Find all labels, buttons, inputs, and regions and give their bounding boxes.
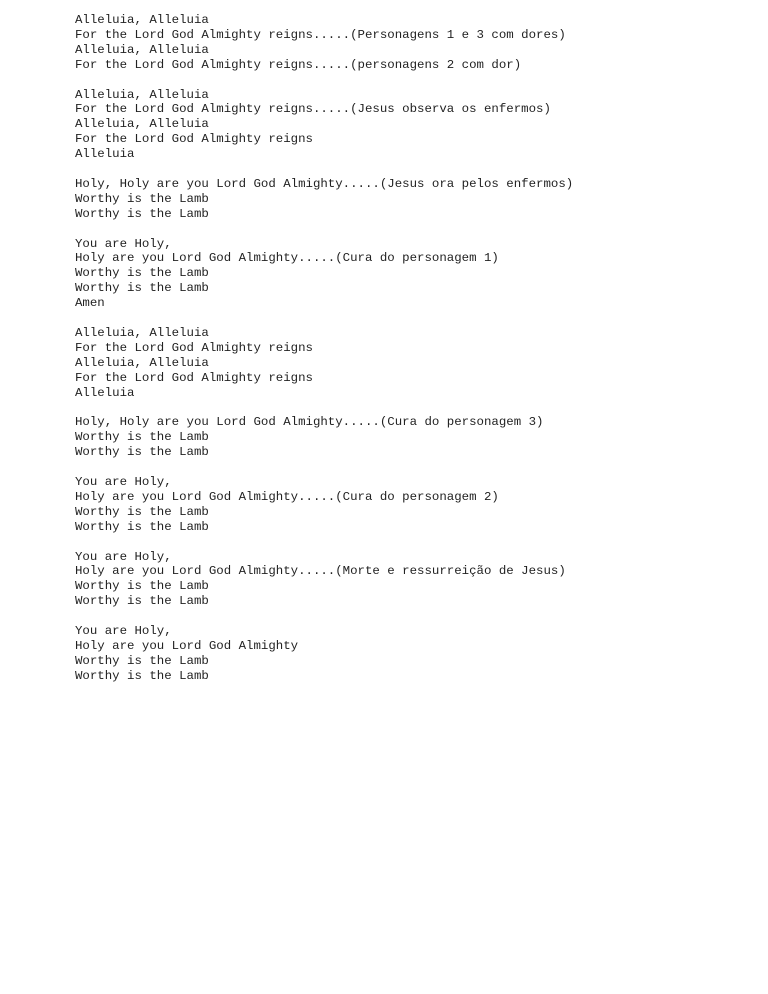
lyric-line: Alleluia, Alleluia <box>75 117 209 132</box>
lyrics-document <box>75 13 755 699</box>
lyric-line: For the Lord God Almighty reigns.....(Jesus observa os enfermos) <box>75 102 551 117</box>
lyric-line: Worthy is the Lamb <box>75 579 209 594</box>
lyric-line: Worthy is the Lamb <box>75 430 209 445</box>
lyric-line: Holy are you Lord God Almighty.....(Cura do personagem 2) <box>75 489 499 504</box>
lyric-line: Holy are you Lord God Almighty.....(Morte e ressurreição de Jesus) <box>75 564 566 579</box>
lyric-line: Worthy is the Lamb <box>75 594 209 609</box>
lyric-line: Alleluia <box>75 147 135 162</box>
lyric-line: Worthy is the Lamb <box>75 504 209 519</box>
stanza-6 <box>75 415 755 460</box>
lyric-line: Alleluia, Alleluia <box>75 325 209 340</box>
lyric-line: Worthy is the Lamb <box>75 191 209 206</box>
lyric-line: For the Lord God Almighty reigns <box>75 132 313 147</box>
lyric-line: Worthy is the Lamb <box>75 668 209 683</box>
stanza-3 <box>75 177 755 222</box>
lyric-line: You are Holy, <box>75 236 172 251</box>
lyric-line: Alleluia, Alleluia <box>75 355 209 370</box>
lyric-line: Worthy is the Lamb <box>75 206 209 221</box>
lyric-line: Holy, Holy are you Lord God Almighty.....(Cura do personagem 3) <box>75 415 544 430</box>
stanza-8 <box>75 550 755 610</box>
lyric-line: For the Lord God Almighty reigns.....(Personagens 1 e 3 com dores) <box>75 27 566 42</box>
lyric-line: For the Lord God Almighty reigns <box>75 370 313 385</box>
lyric-line: You are Holy, <box>75 624 172 639</box>
lyric-line: Worthy is the Lamb <box>75 653 209 668</box>
lyric-line: Amen <box>75 296 105 311</box>
lyric-line: Holy, Holy are you Lord God Almighty.....(Jesus ora pelos enfermos) <box>75 176 574 191</box>
lyric-line: For the Lord God Almighty reigns.....(personagens 2 com dor) <box>75 57 522 72</box>
lyric-line: Holy are you Lord God Almighty <box>75 638 299 653</box>
lyric-line: Alleluia, Alleluia <box>75 13 209 27</box>
lyric-line: For the Lord God Almighty reigns <box>75 340 313 355</box>
stanza-5 <box>75 326 755 401</box>
lyric-line: Worthy is the Lamb <box>75 519 209 534</box>
lyric-line: Holy are you Lord God Almighty.....(Cura do personagem 1) <box>75 251 499 266</box>
lyric-line: Alleluia <box>75 385 135 400</box>
lyric-line: Worthy is the Lamb <box>75 281 209 296</box>
stanza-1 <box>75 13 755 73</box>
lyric-line: Worthy is the Lamb <box>75 266 209 281</box>
lyric-line: Alleluia, Alleluia <box>75 42 209 57</box>
stanza-7 <box>75 475 755 535</box>
stanza-9 <box>75 624 755 684</box>
stanza-4 <box>75 237 755 312</box>
lyric-line: You are Holy, <box>75 475 172 489</box>
lyric-line: You are Holy, <box>75 549 172 564</box>
lyric-line: Worthy is the Lamb <box>75 445 209 460</box>
stanza-2 <box>75 88 755 163</box>
lyric-line: Alleluia, Alleluia <box>75 87 209 102</box>
